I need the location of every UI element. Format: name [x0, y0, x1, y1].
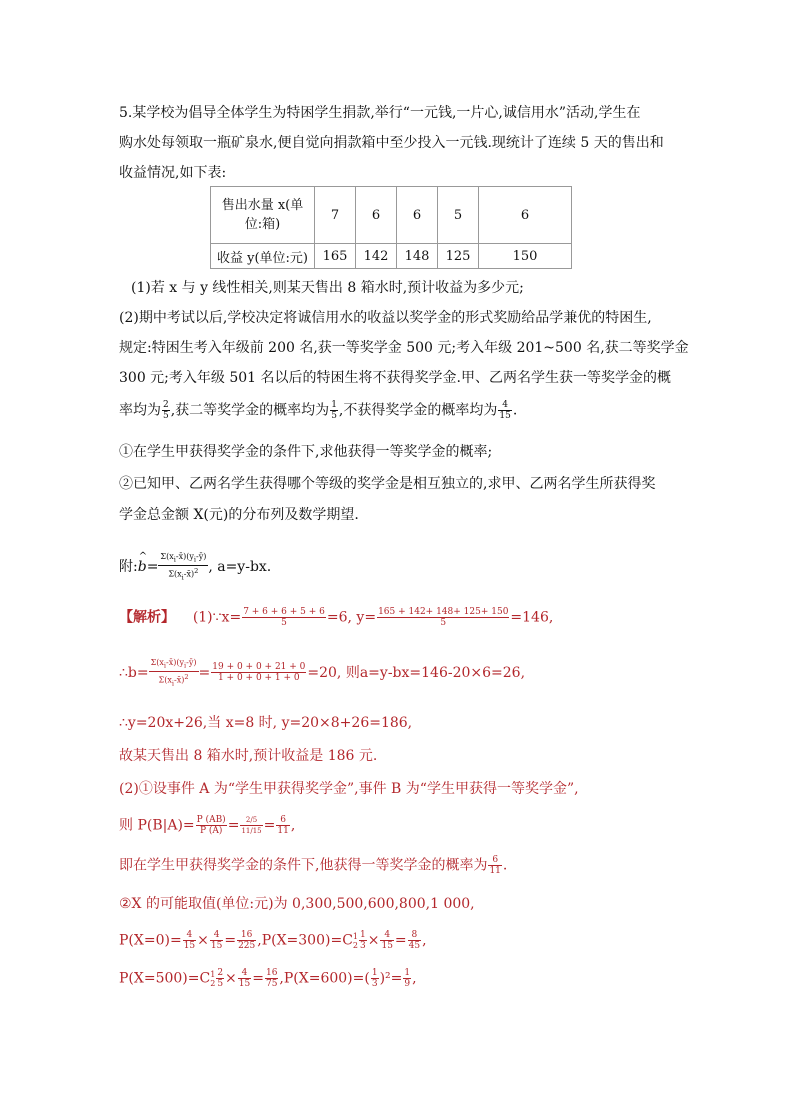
question-2-line2: 规定:特困生考入年级前 200 名,获一等奖学金 500 元;考入年级 201~500 名,获二等奖学金: [119, 340, 689, 356]
question-2-line1: (2)期中考试以后,学校决定将诚信用水的收益以奖学金的形式奖励给品学兼优的特困生,: [119, 310, 652, 326]
table-cell: 5: [438, 187, 479, 244]
table-header-x: 售出水量 x(单 位:箱): [211, 187, 315, 244]
solution-label: 【解析】: [119, 609, 175, 626]
question-2-line4: 率均为 $\frac{2}{5}$ ,获二等奖学金的概率均为 $\frac{1}{5}$ ,不获得奖学金的概率均为 $\frac{4}{15}$ .: [119, 400, 518, 421]
solution-line1: 【解析】 (1)∵x= $\frac{7 + 6 + 6 + 5 + 6}{5}$ =6, y= $\frac{165 + 142+ 148+ 125+ 150}{5}$ =146,: [119, 607, 554, 628]
solution-line3: ∴y=20x+26,当 x=8 时, y=20×8+26=186,: [119, 715, 413, 731]
solution-line5: (2)①设事件 A 为“学生甲获得奖学金”,事件 B 为“学生甲获得一等奖学金”,: [119, 781, 579, 797]
problem-intro-line3: 收益情况,如下表:: [119, 165, 227, 181]
appendix-formula: 附:^ b= $\frac{\Sigma(x_i-x̄)(y_i-ȳ)}{\Sigma(x_i-x̄)^2}$ , a=y-bx.: [119, 552, 271, 582]
solution-line9: P(X=0)= $\frac{4}{15}$ × $\frac{4}{15}$ = $\frac{16}{225}$ ,P(X=300)=C 1 2 $\frac{1}{3}$ × $\frac{4}{15}$ = $\frac{8}{45}$ ,: [119, 930, 427, 951]
table-header-y: 收益 y(单位:元): [211, 244, 315, 269]
table-cell: 6: [397, 187, 438, 244]
solution-line4: 故某天售出 8 箱水时,预计收益是 186 元.: [119, 748, 378, 764]
table-cell: 142: [356, 244, 397, 269]
regression-fraction: $\frac{\Sigma(x_i-x̄)(y_i-ȳ)}{\Sigma(x_i-x̄)^2}$: [150, 658, 197, 687]
table-cell: 7: [315, 187, 356, 244]
question-2-sub2-line2: 学金总金额 X(元)的分布列及数学期望.: [119, 507, 359, 523]
regression-fraction: $\frac{\Sigma(x_i-x̄)(y_i-ȳ)}{\Sigma(x_i-x̄)^2}$: [160, 552, 207, 581]
table-cell: 165: [315, 244, 356, 269]
solution-line6: 则 P(B|A)= $\frac{P (AB)}{P (A)}$ = $\frac{2/5}{11/15}$ = $\frac{6}{11}$ ,: [119, 815, 296, 836]
solution-line10: P(X=500)=C 1 2 $\frac{2}{5}$ × $\frac{4}{15}$ = $\frac{16}{75}$ ,P(X=600)=( $\frac{1}{3}$ )²= $\frac{1}{9}$ ,: [119, 968, 417, 989]
solution-line8: ②X 的可能取值(单位:元)为 0,300,500,600,800,1 000,: [119, 896, 475, 912]
solution-line2: ∴b= $\frac{\Sigma(x_i-x̄)(y_i-ȳ)}{\Sigma(x_i-x̄)^2}$ = $\frac{19 + 0 + 0 + 21 + 0}{1 + 0 + 0 + 1 + 0}$ =20, 则a=y-bx=146-20×6=26,: [119, 658, 526, 687]
fraction: $\frac{4}{15}$: [499, 400, 511, 421]
fraction: $\frac{2}{5}$: [163, 400, 169, 421]
question-2-line3: 300 元;考入年级 501 名以后的特困生将不获得奖学金.甲、乙两名学生获一等奖学金的概: [119, 370, 671, 386]
problem-intro-line1: 5.某学校为倡导全体学生为特困学生捐款,举行“一元钱,一片心,诚信用水”活动,学生在: [119, 105, 641, 121]
question-2-sub2-line1: ②已知甲、乙两名学生获得哪个等级的奖学金是相互独立的,求甲、乙两名学生所获得奖: [119, 476, 656, 492]
question-2-sub1: ①在学生甲获得奖学金的条件下,求他获得一等奖学金的概率;: [119, 444, 493, 460]
table-cell: 6: [479, 187, 572, 244]
table-cell: 148: [397, 244, 438, 269]
table-cell: 125: [438, 244, 479, 269]
problem-intro-line2: 购水处每领取一瓶矿泉水,便自觉向捐款箱中至少投入一元钱.现统计了连续 5 天的售出和: [119, 135, 664, 151]
question-1: (1)若 x 与 y 线性相关,则某天售出 8 箱水时,预计收益为多少元;: [131, 280, 524, 296]
table-cell: 6: [356, 187, 397, 244]
sales-table: [210, 186, 572, 269]
table-cell: 150: [479, 244, 572, 269]
fraction: $\frac{1}{5}$: [331, 400, 337, 421]
solution-line7: 即在学生甲获得奖学金的条件下,他获得一等奖学金的概率为 $\frac{6}{11}$ .: [119, 855, 508, 876]
